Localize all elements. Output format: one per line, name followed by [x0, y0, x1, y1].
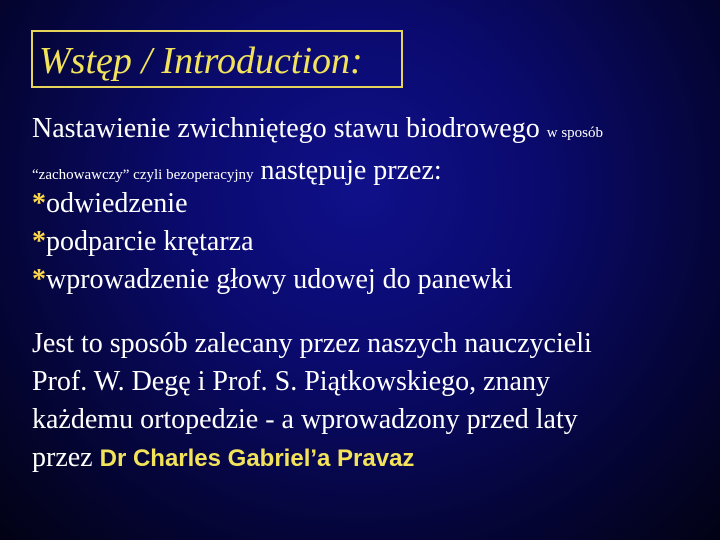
intro-line-1: [32, 110, 702, 152]
bullet-text: wprowadzenie głowy udowej do panewki: [46, 264, 513, 295]
bullet-item: [32, 261, 702, 299]
intro-line-1-large: Nastawienie zwichniętego stawu biodrowego: [32, 113, 540, 144]
method-bullet-list: [32, 185, 702, 299]
attribution-line-1: Jest to sposób zalecany przez naszych nauczycieli: [32, 328, 592, 359]
bullet-marker: *: [32, 226, 46, 257]
attribution-line-2: Prof. W. Degę i Prof. S. Piątkowskiego, znany: [32, 366, 550, 397]
attribution-prefix: przez: [32, 442, 93, 473]
bullet-item: [32, 223, 702, 261]
bullet-marker: *: [32, 188, 46, 219]
attribution-paragraph: [32, 325, 702, 478]
slide-title: Wstęp / Introduction:: [39, 40, 363, 82]
bullet-text: odwiedzenie: [46, 188, 188, 219]
bullet-item: [32, 185, 702, 223]
attribution-line-4: [32, 439, 702, 478]
intro-paragraph: [32, 110, 702, 194]
attribution-line-3: każdemu ortopedzie - a wprowadzony przed laty: [32, 404, 578, 435]
intro-line-2-small: “zachowawczy” czyli bezoperacyjny: [32, 167, 254, 183]
intro-line-2-large: następuje przez:: [260, 155, 442, 186]
bullet-text: podparcie krętarza: [46, 226, 254, 257]
bullet-marker: *: [32, 264, 46, 295]
intro-line-1-small: w sposób: [546, 125, 603, 141]
highlighted-name: Dr Charles Gabriel’a Pravaz: [99, 445, 415, 472]
